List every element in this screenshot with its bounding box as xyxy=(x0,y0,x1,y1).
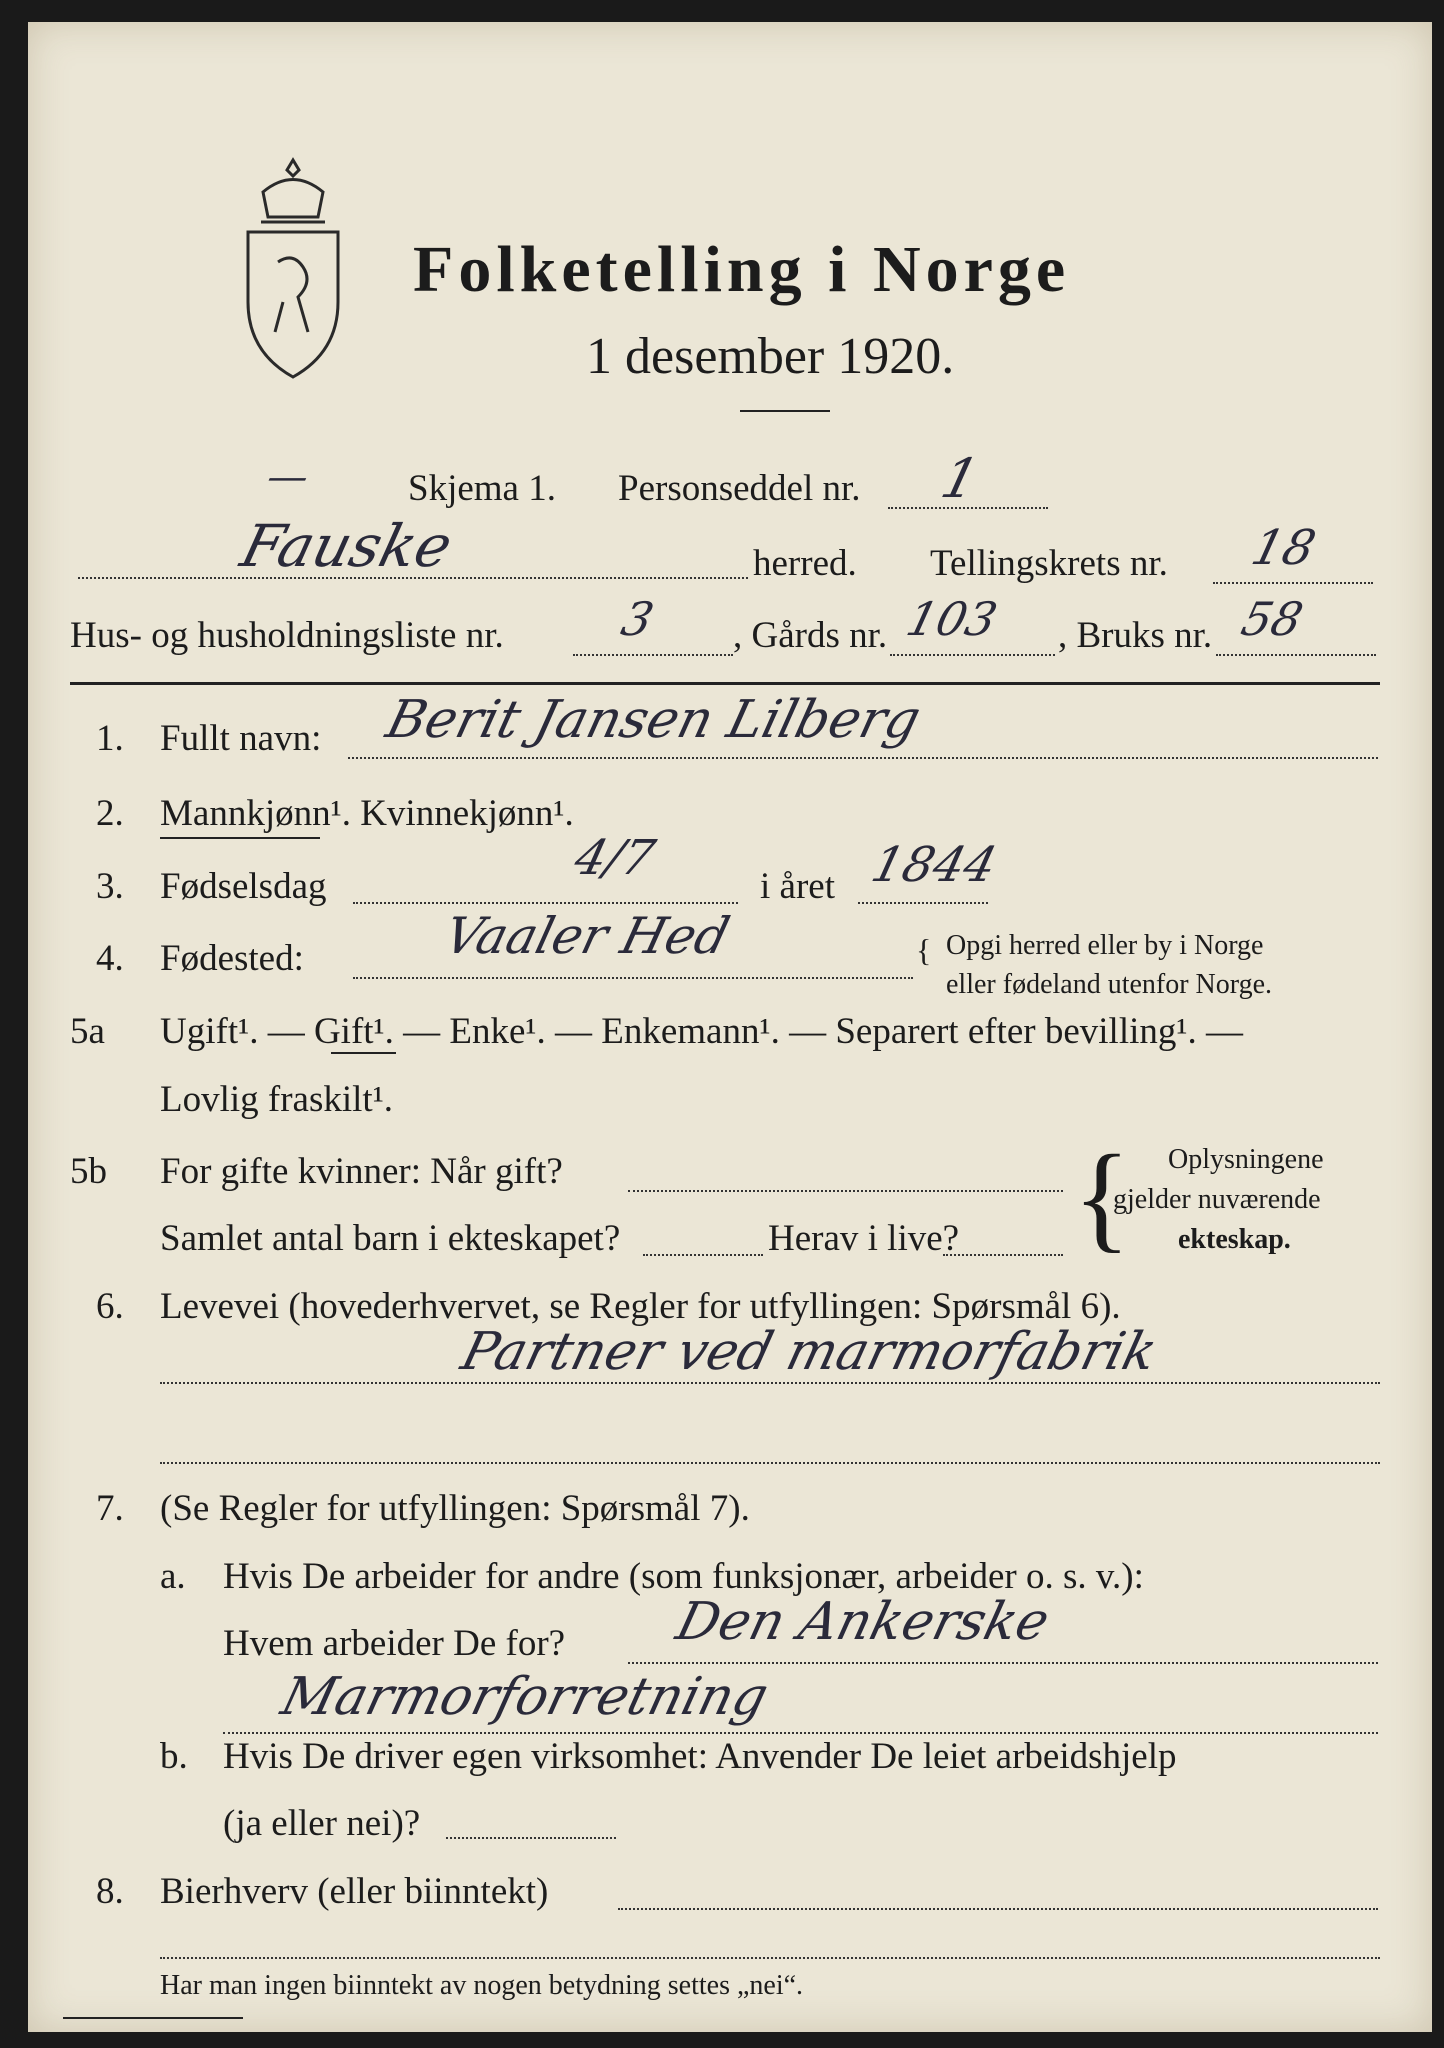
q7b-number: b. xyxy=(160,1736,188,1777)
q1-label: Fullt navn: xyxy=(160,718,322,759)
census-form xyxy=(28,22,1432,2032)
q5b-label: For gifte kvinner: Når gift? xyxy=(160,1151,563,1192)
q7-label: (Se Regler for utfyllingen: Spørsmål 7). xyxy=(160,1488,750,1529)
title-divider xyxy=(740,410,830,412)
q7a-value: Den Ankerske xyxy=(670,1592,1056,1652)
gards-value: 103 xyxy=(901,592,1003,646)
q5a-label: Ugift¹. — Gift¹. — Enke¹. — Enkemann¹. — Separert efter bevilling¹. — xyxy=(160,1011,1243,1052)
q2-label: Mannkjønn¹. Kvinnekjønn¹. xyxy=(160,793,574,834)
hus-label: Hus- og husholdningsliste nr. xyxy=(70,615,504,656)
q7a-number: a. xyxy=(160,1556,186,1597)
q8-label: Bierhverv (eller biinntekt) xyxy=(160,1871,549,1912)
q5b-note-1: Oplysningene xyxy=(1168,1144,1324,1175)
q7b-label: Hvis De driver egen virksomhet: Anvender De leiet arbeidshjelp xyxy=(223,1736,1177,1777)
q4-brace: { xyxy=(916,932,932,968)
q2-number: 2. xyxy=(96,793,124,834)
tellingskrets-value: 18 xyxy=(1246,520,1322,576)
personseddel-label: Personseddel nr. xyxy=(618,468,861,509)
q7a-value-2: Marmorforretning xyxy=(275,1667,774,1727)
hus-value: 3 xyxy=(616,592,660,646)
gards-label: , Gårds nr. xyxy=(733,615,888,656)
q3-label: Fødselsdag xyxy=(160,866,327,907)
personseddel-value: 1 xyxy=(935,447,986,510)
coat-of-arms-icon xyxy=(233,152,353,387)
q3-value: 4/7 xyxy=(569,830,661,886)
q7a-label: Hvis De arbeider for andre (som funksjonær, arbeider o. s. v.): xyxy=(223,1556,1144,1597)
q5a-label-2: Lovlig fraskilt¹. xyxy=(160,1079,394,1120)
q4-number: 4. xyxy=(96,938,124,979)
q1-value: Berit Jansen Lilberg xyxy=(380,690,927,750)
bruks-value: 58 xyxy=(1236,592,1309,646)
skjema-label: Skjema 1. xyxy=(408,468,556,509)
q5a-underline xyxy=(331,1052,396,1054)
q7a-label-2: Hvem arbeider De for? xyxy=(223,1623,566,1664)
q5b-label-3: Herav i live? xyxy=(768,1218,960,1259)
q4-note-2: eller fødeland utenfor Norge. xyxy=(946,969,1273,1000)
tellingskrets-label: Tellingskrets nr. xyxy=(930,543,1168,584)
census-date: 1 desember 1920. xyxy=(586,328,955,385)
q7-number: 7. xyxy=(96,1488,124,1529)
footer-rule xyxy=(63,2017,243,2019)
q6-number: 6. xyxy=(96,1286,124,1327)
q5b-note-2: gjelder nuværende xyxy=(1113,1184,1321,1215)
q6-label: Levevei (hovederhvervet, se Regler for utfyllingen: Spørsmål 6). xyxy=(160,1286,1121,1327)
herred-label: herred. xyxy=(753,543,857,584)
q5b-number: 5b xyxy=(70,1151,107,1192)
section-divider xyxy=(70,682,1380,685)
q3-year-label: i året xyxy=(760,866,835,907)
herred-value: Fauske xyxy=(234,512,459,580)
flourish: — xyxy=(262,454,314,500)
q2-underline xyxy=(160,837,320,839)
bruks-label: , Bruks nr. xyxy=(1058,615,1213,656)
q8-number: 8. xyxy=(96,1871,124,1912)
footer-note: Har man ingen biinntekt av nogen betydning settes „nei“. xyxy=(160,1970,804,2001)
q4-value: Vaaler Hed xyxy=(438,907,735,965)
q5b-note-3: ekteskap. xyxy=(1178,1224,1291,1255)
q5b-brace: { xyxy=(1073,1130,1131,1263)
page-title: Folketelling i Norge xyxy=(413,233,1071,306)
q4-note-1: Opgi herred eller by i Norge xyxy=(946,930,1264,961)
q3-number: 3. xyxy=(96,866,124,907)
q1-number: 1. xyxy=(96,718,124,759)
q5b-label-2: Samlet antal barn i ekteskapet? xyxy=(160,1218,621,1259)
q4-label: Fødested: xyxy=(160,938,304,979)
q5a-number: 5a xyxy=(70,1011,105,1052)
q6-value: Partner ved marmorfabrik xyxy=(455,1322,1163,1382)
q7b-label-2: (ja eller nei)? xyxy=(223,1803,421,1844)
q3-year-value: 1844 xyxy=(866,837,1003,893)
